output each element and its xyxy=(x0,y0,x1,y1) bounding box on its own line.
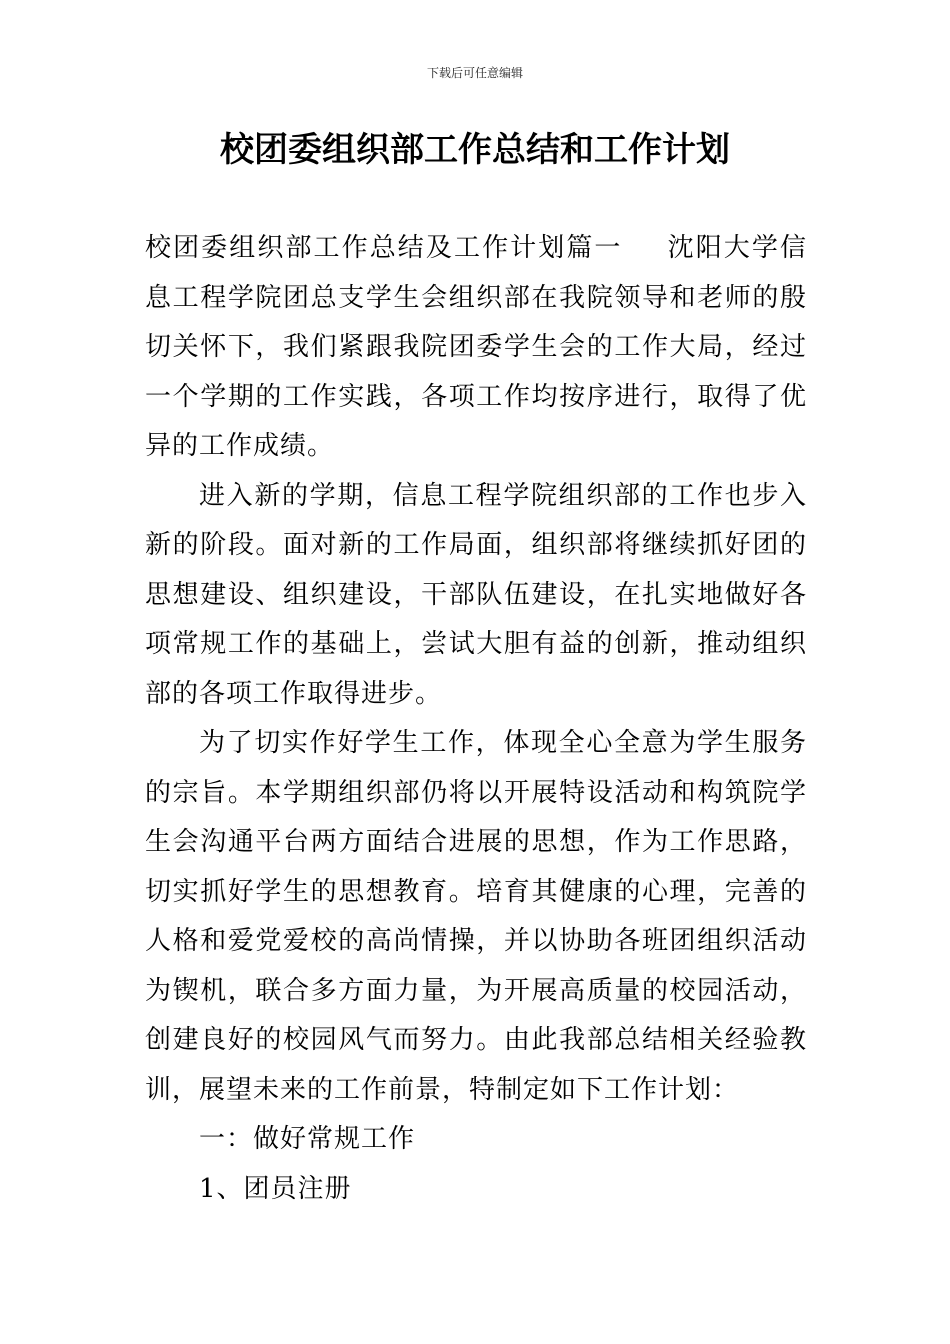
section-heading-routine-work: 一：做好常规工作 xyxy=(199,1124,416,1154)
document-body xyxy=(145,224,807,1214)
paragraph-new-semester: 进入新的学期，信息工程学院组织部的工作也步入新的阶段。面对新的工作局面，组织部将继续抓好团的思想建设、组织建设，干部队伍建设，在扎实地做好各项常规工作的基础上，尝试大胆有益的创新，推动组织部的各项工作取得进步。 xyxy=(145,480,807,709)
list-item-member-registration: 1、团员注册 xyxy=(199,1173,352,1204)
paragraph-work-plan: 为了切实作好学生工作，体现全心全意为学生服务的宗旨。本学期组织部仍将以开展特设活动和构筑院学生会沟通平台两方面结合进展的思想，作为工作思路，切实抓好学生的思想教育。培育其健康的心理，完善的人格和爱党爱校的高尚情操，并以协助各班团组织活动为锲机，联合多方面力量，为开展高质量的校园活动，创建良好的校园风气而努力。由此我部总结相关经验教训，展望未来的工作前景，特制定如下工作计划： xyxy=(145,728,807,1105)
paragraph-intro-text: 沈阳大学信息工程学院团总支学生会组织部在我院领导和老师的殷切关怀下，我们紧跟我院团委学生会的工作大局，经过一个学期的工作实践，各项工作均按序进行，取得了优异的工作成绩。 xyxy=(145,233,807,461)
document-title: 校团委组织部工作总结和工作计划 xyxy=(220,130,730,170)
header-note: 下载后可任意编辑 xyxy=(426,66,523,80)
paragraph-intro xyxy=(145,224,807,472)
paragraph-intro-lead: 校团委组织部工作总结及工作计划篇一 xyxy=(145,233,623,263)
